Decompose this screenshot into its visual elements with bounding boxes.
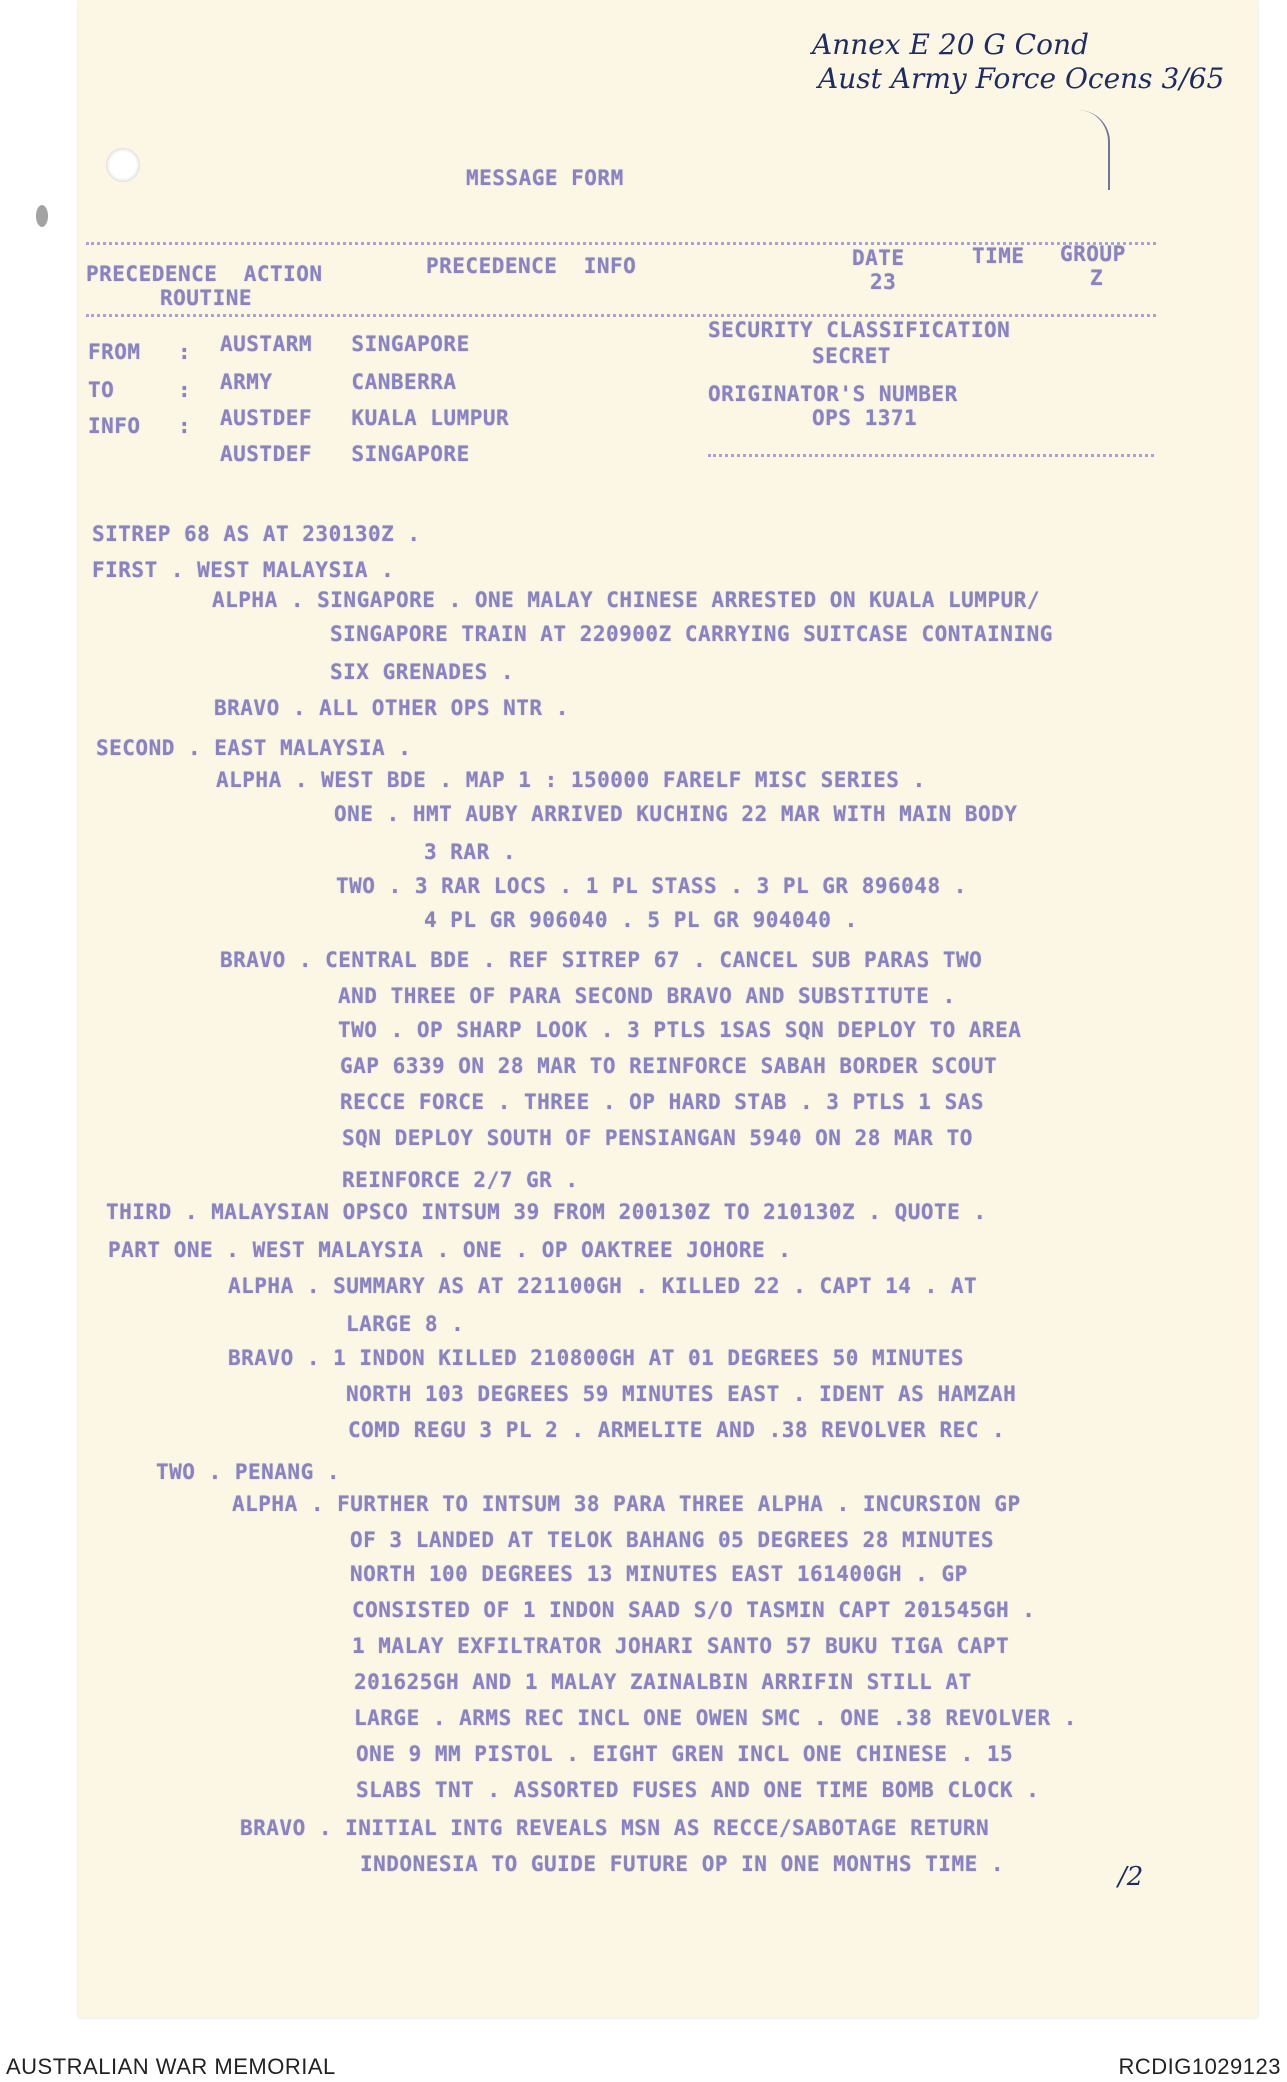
info-value-1: AUSTDEF KUALA LUMPUR xyxy=(220,406,510,430)
body-line: INDONESIA TO GUIDE FUTURE OP IN ONE MONTHS TIME . xyxy=(360,1852,1005,1876)
body-line: REINFORCE 2/7 GR . xyxy=(342,1168,579,1192)
date-label: DATE xyxy=(852,246,905,270)
body-line: BRAVO . 1 INDON KILLED 210800GH AT 01 DEGREES 50 MINUTES xyxy=(228,1346,965,1370)
info-value-2: AUSTDEF SINGAPORE xyxy=(220,442,470,466)
body-line: BRAVO . CENTRAL BDE . REF SITREP 67 . CANCEL SUB PARAS TWO xyxy=(220,948,983,972)
from-value: AUSTARM SINGAPORE xyxy=(220,332,470,356)
security-classification-value: SECRET xyxy=(812,344,891,368)
info-colon: : xyxy=(178,414,192,438)
group-label: GROUP xyxy=(1060,242,1126,266)
staple-mark xyxy=(36,205,48,227)
punch-hole xyxy=(106,148,140,182)
body-line: SECOND . EAST MALAYSIA . xyxy=(96,736,412,760)
body-line: 1 MALAY EXFILTRATOR JOHARI SANTO 57 BUKU TIGA CAPT xyxy=(352,1634,1010,1658)
body-line: ALPHA . WEST BDE . MAP 1 : 150000 FARELF MISC SERIES . xyxy=(216,768,926,792)
body-line: 201625GH AND 1 MALAY ZAINALBIN ARRIFIN STILL AT xyxy=(354,1670,972,1694)
body-line: THIRD . MALAYSIAN OPSCO INTSUM 39 FROM 200130Z TO 210130Z . QUOTE . xyxy=(106,1200,987,1224)
body-line: 4 PL GR 906040 . 5 PL GR 904040 . xyxy=(424,908,858,932)
to-value: ARMY CANBERRA xyxy=(220,370,457,394)
form-title: MESSAGE FORM xyxy=(466,166,624,190)
date-value: 23 xyxy=(870,270,897,294)
body-line: LARGE 8 . xyxy=(346,1312,465,1336)
body-line: NORTH 100 DEGREES 13 MINUTES EAST 161400GH . GP xyxy=(350,1562,968,1586)
body-line: SITREP 68 AS AT 230130Z . xyxy=(92,522,421,546)
originator-number-label: ORIGINATOR'S NUMBER xyxy=(708,382,958,406)
body-line: TWO . OP SHARP LOOK . 3 PTLS 1SAS SQN DEPLOY TO AREA xyxy=(338,1018,1022,1042)
body-line: ONE . HMT AUBY ARRIVED KUCHING 22 MAR WITH MAIN BODY xyxy=(334,802,1018,826)
body-line: PART ONE . WEST MALAYSIA . ONE . OP OAKTREE JOHORE . xyxy=(108,1238,792,1262)
time-label: TIME xyxy=(972,244,1025,268)
to-label: TO xyxy=(88,378,115,402)
body-line: SQN DEPLOY SOUTH OF PENSIANGAN 5940 ON 28 MAR TO xyxy=(342,1126,973,1150)
classification-rule xyxy=(708,454,1154,457)
body-line: SINGAPORE TRAIN AT 220900Z CARRYING SUITCASE CONTAINING xyxy=(330,622,1053,646)
group-value: Z xyxy=(1090,266,1104,290)
body-line: ALPHA . FURTHER TO INTSUM 38 PARA THREE ALPHA . INCURSION GP xyxy=(232,1492,1021,1516)
precedence-action-label: PRECEDENCE ACTION xyxy=(86,262,323,286)
footer-source: AUSTRALIAN WAR MEMORIAL xyxy=(6,2054,336,2079)
body-line: CONSISTED OF 1 INDON SAAD S/O TASMIN CAPT 201545GH . xyxy=(352,1598,1036,1622)
info-label: INFO xyxy=(88,414,141,438)
body-line: OF 3 LANDED AT TELOK BAHANG 05 DEGREES 28 MINUTES xyxy=(350,1528,995,1552)
body-line: COMD REGU 3 PL 2 . ARMELITE AND .38 REVOLVER REC . xyxy=(348,1418,1006,1442)
body-line: BRAVO . ALL OTHER OPS NTR . xyxy=(214,696,569,720)
body-line: 3 RAR . xyxy=(424,840,517,864)
body-line: SLABS TNT . ASSORTED FUSES AND ONE TIME BOMB CLOCK . xyxy=(356,1778,1040,1802)
routine-value: ROUTINE xyxy=(160,286,253,310)
body-line: ONE 9 MM PISTOL . EIGHT GREN INCL ONE CHINESE . 15 xyxy=(356,1742,1014,1766)
body-line: FIRST . WEST MALAYSIA . xyxy=(92,558,395,582)
body-line: TWO . PENANG . xyxy=(156,1460,341,1484)
header-rule-bottom xyxy=(86,314,1156,317)
body-line: LARGE . ARMS REC INCL ONE OWEN SMC . ONE .38 REVOLVER . xyxy=(354,1706,1077,1730)
handwritten-annotation-line2: Aust Army Force Ocens 3/65 xyxy=(818,62,1225,95)
precedence-info-label: PRECEDENCE INFO xyxy=(426,254,637,278)
body-line: RECCE FORCE . THREE . OP HARD STAB . 3 PTLS 1 SAS xyxy=(340,1090,985,1114)
body-line: ALPHA . SUMMARY AS AT 221100GH . KILLED 22 . CAPT 14 . AT xyxy=(228,1274,978,1298)
body-line: AND THREE OF PARA SECOND BRAVO AND SUBSTITUTE . xyxy=(338,984,956,1008)
body-line: SIX GRENADES . xyxy=(330,660,515,684)
originator-number-value: OPS 1371 xyxy=(812,406,918,430)
footer-id: RCDIG1029123 xyxy=(1118,2054,1281,2079)
handwritten-annotation-line1: Annex E 20 G Cond xyxy=(812,28,1089,61)
body-line: NORTH 103 DEGREES 59 MINUTES EAST . IDENT AS HAMZAH xyxy=(346,1382,1017,1406)
from-colon: : xyxy=(178,340,192,364)
body-line: BRAVO . INITIAL INTG REVEALS MSN AS RECCE/SABOTAGE RETURN xyxy=(240,1816,990,1840)
security-classification-label: SECURITY CLASSIFICATION xyxy=(708,318,1011,342)
body-line: GAP 6339 ON 28 MAR TO REINFORCE SABAH BORDER SCOUT xyxy=(340,1054,998,1078)
from-label: FROM xyxy=(88,340,141,364)
body-line: TWO . 3 RAR LOCS . 1 PL STASS . 3 PL GR 896048 . xyxy=(336,874,967,898)
to-colon: : xyxy=(178,378,192,402)
body-line: ALPHA . SINGAPORE . ONE MALAY CHINESE ARRESTED ON KUALA LUMPUR/ xyxy=(212,588,1041,612)
page-marker: /2 xyxy=(1118,1862,1144,1892)
